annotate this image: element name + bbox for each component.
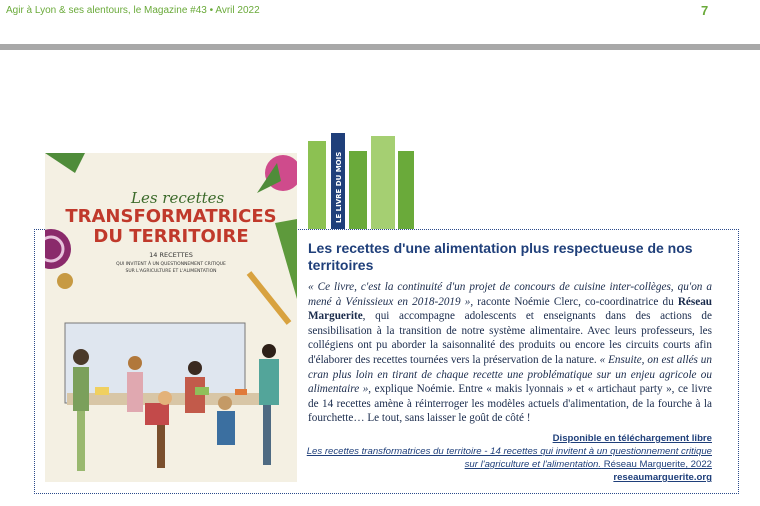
- cover-subtitle-line2: QUI INVITENT À UN QUESTIONNEMENT CRITIQUE: [116, 262, 226, 267]
- cover-title-script: Les recettes: [131, 189, 225, 207]
- publisher: Réseau Marguerite, 2022: [601, 459, 712, 470]
- cover-title-line2: DU TERRITOIRE: [93, 226, 249, 247]
- book-of-the-month-badge: [305, 131, 417, 231]
- book-cover: [45, 153, 297, 482]
- herb-icon: [45, 153, 85, 173]
- book-spine-icon: [371, 136, 395, 229]
- page-number: 7: [701, 3, 709, 18]
- book-spine-icon: [308, 141, 326, 229]
- body-text-3: , explique Noémie. Entre « makis lyonnais » et « artichaut party », ce livre de 14 recettes amène à réinterroger les modèles actuels d'alimentation, de la fourche à la fourchette… Le tout, sans laisser le goût de côté !: [308, 383, 712, 425]
- cover-title-line1: TRANSFORMATRICES: [65, 206, 277, 227]
- download-label[interactable]: Disponible en téléchargement libre: [552, 433, 712, 444]
- badge-label: LE LIVRE DU MOIS: [335, 151, 343, 223]
- quote-2: « Ensuite, on est allés un cran plus loin en tirant de chaque recette une problématique sur un enjeu agricole ou alimentaire »: [308, 353, 712, 396]
- book-title: Les recettes transformatrices du territoire - 14 recettes qui invitent à un questionnement critique sur l'agriculture et l'alimentation.: [306, 446, 712, 470]
- cover-subtitle-line1: 14 RECETTES: [149, 251, 193, 259]
- book-spine-icon: [398, 151, 414, 229]
- cover-subtitle-line3: SUR L'AGRICULTURE ET L'ALIMENTATION: [125, 269, 217, 274]
- header-divider: [0, 44, 760, 50]
- magazine-title: Agir à Lyon & ses alentours, le Magazine #43 • Avril 2022: [6, 5, 260, 16]
- article-body: [308, 280, 712, 426]
- article-headline: Les recettes d'une alimentation plus respectueuse de nos territoires: [308, 240, 693, 273]
- onion-icon: [45, 229, 71, 269]
- body-text-2: , qui accompagne adolescents et enseignants dans des actions de sensibilisation à la transition de notre système alimentaire. Avec leurs professeurs, les collégiens ont pu aborder la saisonnalité des produits ou encore les circuits courts afin d'élaborer des recettes tournées vers la préservation de la nature.: [308, 310, 712, 366]
- student-figure: [77, 411, 85, 471]
- whiteboard: [65, 323, 245, 403]
- body-text-1: , raconte Noémie Clerc, co-coordinatrice du: [470, 295, 678, 308]
- organization-name: Réseau Marguerite: [308, 295, 713, 323]
- potato-icon: [57, 273, 73, 289]
- book-reference[interactable]: [292, 445, 712, 471]
- website-link[interactable]: reseaumarguerite.org: [613, 472, 712, 483]
- cover-illustration: [45, 153, 297, 482]
- pencil-icon: [249, 273, 289, 323]
- book-spine-icon: [349, 151, 367, 229]
- rosemary-icon: [275, 219, 297, 299]
- quote-1: « Ce livre, c'est la continuité d'un projet de concours de cuisine inter-collèges, qu'on a mené à Vénissieux en 2018-2019 »: [308, 281, 712, 308]
- download-info: [292, 432, 712, 484]
